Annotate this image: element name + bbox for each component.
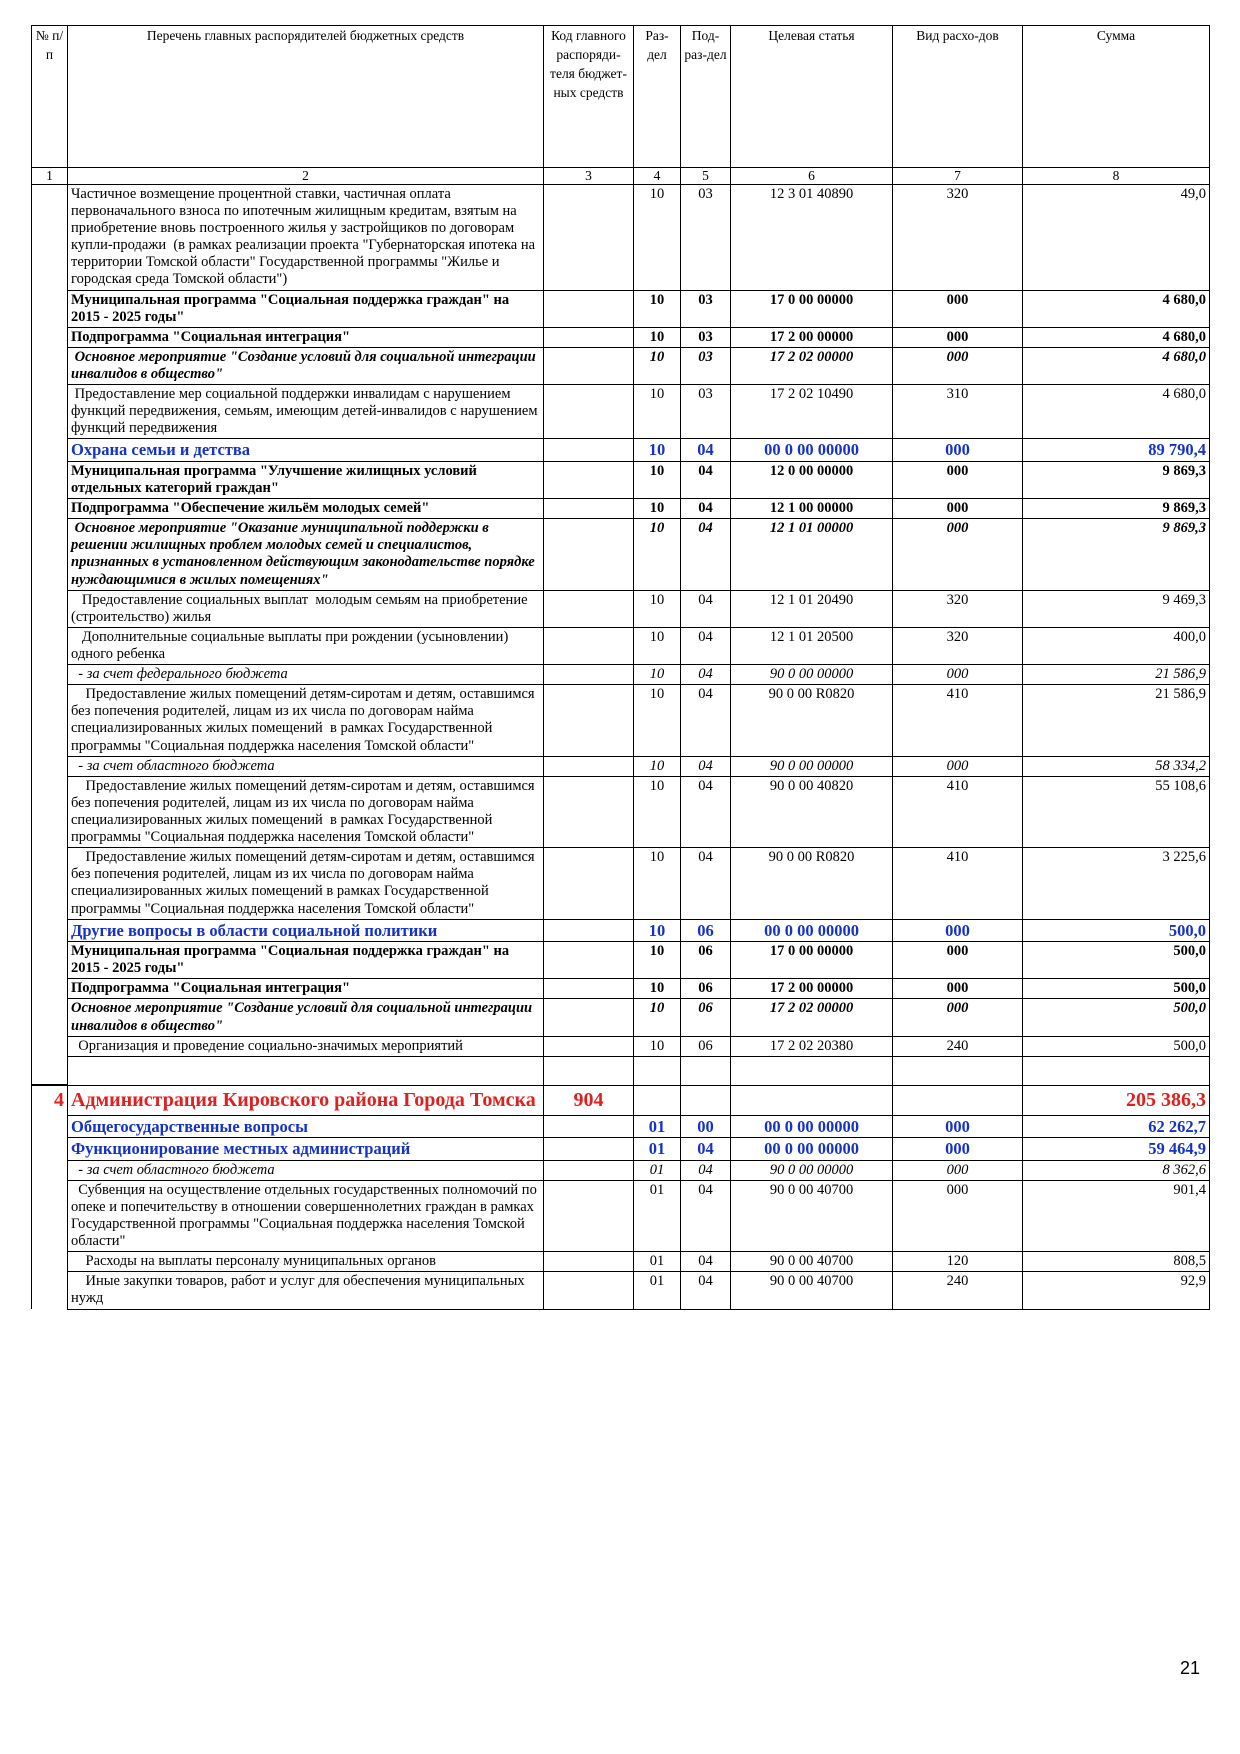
row-vid-cell: 000 — [893, 347, 1023, 384]
row-razdel-cell: 10 — [634, 776, 681, 847]
row-podrazdel-cell — [681, 1056, 731, 1085]
row-razdel-cell: 10 — [634, 685, 681, 756]
row-name-cell: Частичное возмещение процентной ставки, частичная оплата первоначального взноса по ипотечным жилищным кредитам, взятым на приобретение вновь построенного жилья у застройщиков по договорам купли-продажи (в рамках реализации проекта "Губернаторская ипотека на территории Томской области" Государственной программы "Жилье и городская среда Томской области") — [68, 184, 544, 290]
row-razdel-cell: 01 — [634, 1115, 681, 1137]
row-code-cell — [544, 1272, 634, 1309]
row-vid-cell: 000 — [893, 919, 1023, 941]
row-num-cell — [32, 327, 68, 347]
row-num-cell — [32, 848, 68, 919]
row-name-cell: Охрана семьи и детства — [68, 439, 544, 461]
row-name-cell: Подпрограмма "Обеспечение жильём молодых семей" — [68, 499, 544, 519]
row-razdel-cell: 01 — [634, 1138, 681, 1160]
row-target-cell: 12 1 01 00000 — [731, 519, 893, 590]
row-name-cell — [68, 1056, 544, 1085]
column-number: 7 — [893, 168, 1023, 185]
row-code-cell — [544, 756, 634, 776]
table-row — [32, 385, 1210, 439]
row-num-cell — [32, 1160, 68, 1180]
row-razdel-cell: 10 — [634, 347, 681, 384]
row-vid-cell: 000 — [893, 979, 1023, 999]
table-row — [32, 439, 1210, 461]
page-number: 21 — [1180, 1658, 1201, 1678]
row-sum-cell: 89 790,4 — [1023, 439, 1210, 461]
row-name-cell: Субвенция на осуществление отдельных государственных полномочий по опеке и попечительству в отношении совершеннолетних граждан в рамках Государственной программы "Социальная поддержка населения Томской области" — [68, 1180, 544, 1251]
row-code-cell — [544, 665, 634, 685]
row-podrazdel-cell: 03 — [681, 290, 731, 327]
row-target-cell: 17 0 00 00000 — [731, 290, 893, 327]
table-row — [32, 499, 1210, 519]
row-podrazdel-cell: 04 — [681, 1180, 731, 1251]
row-podrazdel-cell: 04 — [681, 461, 731, 498]
row-sum-cell: 901,4 — [1023, 1180, 1210, 1251]
row-name-cell: Основное мероприятие "Создание условий для социальной интеграции инвалидов в общество" — [68, 999, 544, 1036]
row-razdel-cell: 10 — [634, 439, 681, 461]
row-code-cell — [544, 979, 634, 999]
row-podrazdel-cell: 06 — [681, 979, 731, 999]
column-number: 5 — [681, 168, 731, 185]
row-podrazdel-cell: 06 — [681, 999, 731, 1036]
row-vid-cell — [893, 1056, 1023, 1085]
row-target-cell: 17 2 00 00000 — [731, 979, 893, 999]
header-podrazdel: Под-раз-дел — [681, 26, 731, 168]
row-razdel-cell: 10 — [634, 919, 681, 941]
row-num-cell: 4 — [32, 1085, 68, 1115]
row-razdel-cell: 10 — [634, 461, 681, 498]
row-target-cell: 17 2 02 10490 — [731, 385, 893, 439]
row-target-cell: 17 2 02 20380 — [731, 1036, 893, 1056]
row-code-cell — [544, 519, 634, 590]
row-code-cell — [544, 1138, 634, 1160]
budget-table — [31, 25, 1210, 1310]
row-name-cell: Подпрограмма "Социальная интеграция" — [68, 979, 544, 999]
row-code-cell — [544, 627, 634, 664]
row-code-cell — [544, 347, 634, 384]
row-num-cell — [32, 499, 68, 519]
table-row — [32, 184, 1210, 290]
row-vid-cell: 000 — [893, 665, 1023, 685]
row-name-cell: - за счет областного бюджета — [68, 756, 544, 776]
row-sum-cell: 21 586,9 — [1023, 665, 1210, 685]
header-code: Код главного распоряди-теля бюджет-ных средств — [544, 26, 634, 168]
column-number: 1 — [32, 168, 68, 185]
row-target-cell: 00 0 00 00000 — [731, 919, 893, 941]
row-num-cell — [32, 461, 68, 498]
row-num-cell — [32, 999, 68, 1036]
table-row — [32, 590, 1210, 627]
row-vid-cell: 000 — [893, 942, 1023, 979]
column-number: 2 — [68, 168, 544, 185]
row-code-cell: 904 — [544, 1085, 634, 1115]
row-target-cell: 12 1 01 20500 — [731, 627, 893, 664]
row-code-cell — [544, 590, 634, 627]
row-podrazdel-cell: 04 — [681, 665, 731, 685]
table-row — [32, 685, 1210, 756]
row-code-cell — [544, 385, 634, 439]
row-code-cell — [544, 776, 634, 847]
row-num-cell — [32, 1252, 68, 1272]
row-podrazdel-cell: 06 — [681, 942, 731, 979]
row-code-cell — [544, 184, 634, 290]
row-target-cell: 17 0 00 00000 — [731, 942, 893, 979]
row-sum-cell: 400,0 — [1023, 627, 1210, 664]
row-code-cell — [544, 685, 634, 756]
row-target-cell: 90 0 00 40700 — [731, 1272, 893, 1309]
table-row — [32, 1115, 1210, 1137]
row-vid-cell: 410 — [893, 848, 1023, 919]
row-num-cell — [32, 1180, 68, 1251]
row-vid-cell: 000 — [893, 519, 1023, 590]
row-name-cell: Предоставление социальных выплат молодым семьям на приобретение (строительство) жилья — [68, 590, 544, 627]
table-row — [32, 519, 1210, 590]
row-num-cell — [32, 665, 68, 685]
row-vid-cell: 240 — [893, 1036, 1023, 1056]
row-vid-cell: 310 — [893, 385, 1023, 439]
row-sum-cell: 4 680,0 — [1023, 290, 1210, 327]
row-razdel-cell: 01 — [634, 1160, 681, 1180]
row-target-cell: 17 2 02 00000 — [731, 347, 893, 384]
row-num-cell — [32, 919, 68, 941]
row-num-cell — [32, 347, 68, 384]
row-target-cell: 90 0 00 R0820 — [731, 685, 893, 756]
row-sum-cell: 500,0 — [1023, 1036, 1210, 1056]
table-row — [32, 461, 1210, 498]
table-row — [32, 1036, 1210, 1056]
row-sum-cell: 4 680,0 — [1023, 347, 1210, 384]
row-vid-cell: 120 — [893, 1252, 1023, 1272]
row-podrazdel-cell — [681, 1085, 731, 1115]
row-target-cell: 12 0 00 00000 — [731, 461, 893, 498]
row-podrazdel-cell: 04 — [681, 439, 731, 461]
row-name-cell: Подпрограмма "Социальная интеграция" — [68, 327, 544, 347]
row-num-cell — [32, 979, 68, 999]
row-num-cell — [32, 385, 68, 439]
row-code-cell — [544, 1056, 634, 1085]
row-podrazdel-cell: 04 — [681, 499, 731, 519]
table-row — [32, 999, 1210, 1036]
row-razdel-cell — [634, 1085, 681, 1115]
row-vid-cell: 000 — [893, 1138, 1023, 1160]
table-body — [32, 184, 1210, 1309]
row-vid-cell: 320 — [893, 590, 1023, 627]
row-num-cell — [32, 627, 68, 664]
table-row — [32, 1085, 1210, 1115]
row-name-cell: Функционирование местных администраций — [68, 1138, 544, 1160]
header-sum: Сумма — [1023, 26, 1210, 168]
row-podrazdel-cell: 04 — [681, 776, 731, 847]
row-sum-cell: 49,0 — [1023, 184, 1210, 290]
table-row — [32, 627, 1210, 664]
row-code-cell — [544, 942, 634, 979]
table-row — [32, 290, 1210, 327]
table-row — [32, 942, 1210, 979]
row-podrazdel-cell: 04 — [681, 848, 731, 919]
row-vid-cell — [893, 1085, 1023, 1115]
row-target-cell: 90 0 00 00000 — [731, 756, 893, 776]
header-num: № п/п — [32, 26, 68, 168]
row-num-cell — [32, 1036, 68, 1056]
row-code-cell — [544, 999, 634, 1036]
row-vid-cell: 000 — [893, 499, 1023, 519]
row-vid-cell: 410 — [893, 776, 1023, 847]
row-name-cell: Предоставление жилых помещений детям-сиротам и детям, оставшимся без попечения родителей, лицам из их числа по договорам найма специализированных жилых помещений в рамках Государственной программы "Социальная поддержка населения Томской области" — [68, 848, 544, 919]
row-razdel-cell: 10 — [634, 519, 681, 590]
row-code-cell — [544, 1036, 634, 1056]
row-sum-cell: 21 586,9 — [1023, 685, 1210, 756]
row-razdel-cell: 10 — [634, 327, 681, 347]
row-target-cell: 17 2 02 00000 — [731, 999, 893, 1036]
row-sum-cell: 62 262,7 — [1023, 1115, 1210, 1137]
row-podrazdel-cell: 04 — [681, 685, 731, 756]
row-vid-cell: 000 — [893, 1160, 1023, 1180]
row-target-cell: 90 0 00 40700 — [731, 1180, 893, 1251]
table-row — [32, 848, 1210, 919]
row-sum-cell: 205 386,3 — [1023, 1085, 1210, 1115]
row-num-cell — [32, 685, 68, 756]
header-target: Целевая статья — [731, 26, 893, 168]
header-razdel: Раз-дел — [634, 26, 681, 168]
row-name-cell: Основное мероприятие "Создание условий для социальной интеграции инвалидов в общество" — [68, 347, 544, 384]
row-name-cell: Муниципальная программа "Социальная поддержка граждан" на 2015 - 2025 годы" — [68, 290, 544, 327]
row-sum-cell: 500,0 — [1023, 919, 1210, 941]
row-podrazdel-cell: 04 — [681, 627, 731, 664]
row-sum-cell: 3 225,6 — [1023, 848, 1210, 919]
table-row — [32, 665, 1210, 685]
row-razdel-cell: 10 — [634, 1036, 681, 1056]
row-target-cell: 90 0 00 40700 — [731, 1252, 893, 1272]
row-num-cell — [32, 184, 68, 290]
row-target-cell: 00 0 00 00000 — [731, 439, 893, 461]
row-podrazdel-cell: 03 — [681, 184, 731, 290]
row-target-cell: 17 2 00 00000 — [731, 327, 893, 347]
row-vid-cell: 000 — [893, 439, 1023, 461]
row-name-cell: Предоставление жилых помещений детям-сиротам и детям, оставшимся без попечения родителей, лицам из их числа по договорам найма специализированных жилых помещений в рамках Государственной программы "Социальная поддержка населения Томской области" — [68, 685, 544, 756]
column-number: 3 — [544, 168, 634, 185]
row-sum-cell: 808,5 — [1023, 1252, 1210, 1272]
table-row — [32, 327, 1210, 347]
row-target-cell: 90 0 00 00000 — [731, 1160, 893, 1180]
row-num-cell — [32, 1272, 68, 1309]
row-podrazdel-cell: 03 — [681, 385, 731, 439]
row-target-cell: 00 0 00 00000 — [731, 1138, 893, 1160]
row-code-cell — [544, 919, 634, 941]
row-code-cell — [544, 499, 634, 519]
table-row — [32, 919, 1210, 941]
row-code-cell — [544, 848, 634, 919]
header-vid: Вид расхо-дов — [893, 26, 1023, 168]
row-razdel-cell: 10 — [634, 385, 681, 439]
row-name-cell: Иные закупки товаров, работ и услуг для обеспечения муниципальных нужд — [68, 1272, 544, 1309]
row-num-cell — [32, 776, 68, 847]
row-code-cell — [544, 290, 634, 327]
table-header — [32, 26, 1210, 185]
row-podrazdel-cell: 06 — [681, 1036, 731, 1056]
row-razdel-cell: 10 — [634, 848, 681, 919]
row-razdel-cell: 10 — [634, 756, 681, 776]
row-num-cell — [32, 1138, 68, 1160]
row-name-cell: Общегосударственные вопросы — [68, 1115, 544, 1137]
row-sum-cell: 500,0 — [1023, 999, 1210, 1036]
row-sum-cell: 4 680,0 — [1023, 327, 1210, 347]
table-row — [32, 1272, 1210, 1309]
row-target-cell: 12 1 01 20490 — [731, 590, 893, 627]
row-code-cell — [544, 1180, 634, 1251]
row-podrazdel-cell: 04 — [681, 1138, 731, 1160]
row-num-cell — [32, 1115, 68, 1137]
row-num-cell — [32, 290, 68, 327]
header-name: Перечень главных распорядителей бюджетных средств — [68, 26, 544, 168]
table-row — [32, 1138, 1210, 1160]
row-name-cell: Муниципальная программа "Улучшение жилищных условий отдельных категорий граждан" — [68, 461, 544, 498]
row-vid-cell: 000 — [893, 290, 1023, 327]
row-razdel-cell: 10 — [634, 184, 681, 290]
row-num-cell — [32, 439, 68, 461]
row-vid-cell: 000 — [893, 461, 1023, 498]
row-num-cell — [32, 942, 68, 979]
row-sum-cell: 9 869,3 — [1023, 461, 1210, 498]
row-razdel-cell: 10 — [634, 499, 681, 519]
table-row — [32, 1180, 1210, 1251]
row-podrazdel-cell: 03 — [681, 347, 731, 384]
row-vid-cell: 000 — [893, 327, 1023, 347]
row-num-cell — [32, 756, 68, 776]
table-row — [32, 776, 1210, 847]
row-name-cell: Муниципальная программа "Социальная поддержка граждан" на 2015 - 2025 годы" — [68, 942, 544, 979]
row-name-cell: - за счет областного бюджета — [68, 1160, 544, 1180]
table-row — [32, 1056, 1210, 1085]
row-target-cell: 90 0 00 00000 — [731, 665, 893, 685]
column-numbers-row — [32, 168, 1210, 185]
row-vid-cell: 000 — [893, 1180, 1023, 1251]
row-name-cell: Организация и проведение социально-значимых мероприятий — [68, 1036, 544, 1056]
row-code-cell — [544, 1115, 634, 1137]
row-razdel-cell: 10 — [634, 979, 681, 999]
row-name-cell: Другие вопросы в области социальной политики — [68, 919, 544, 941]
row-razdel-cell: 10 — [634, 665, 681, 685]
row-code-cell — [544, 1252, 634, 1272]
row-podrazdel-cell: 04 — [681, 1252, 731, 1272]
row-podrazdel-cell: 04 — [681, 1272, 731, 1309]
row-podrazdel-cell: 04 — [681, 590, 731, 627]
row-podrazdel-cell: 04 — [681, 756, 731, 776]
row-target-cell: 12 1 00 00000 — [731, 499, 893, 519]
row-sum-cell: 4 680,0 — [1023, 385, 1210, 439]
row-vid-cell: 240 — [893, 1272, 1023, 1309]
row-name-cell: Основное мероприятие "Оказание муниципальной поддержки в решении жилищных проблем молодых семей и специалистов, признанных в установленном действующим законодательстве порядке нуждающимися в жилых помещениях" — [68, 519, 544, 590]
row-target-cell: 00 0 00 00000 — [731, 1115, 893, 1137]
row-sum-cell: 9 869,3 — [1023, 499, 1210, 519]
row-vid-cell: 320 — [893, 627, 1023, 664]
row-vid-cell: 000 — [893, 756, 1023, 776]
row-sum-cell: 500,0 — [1023, 979, 1210, 999]
row-vid-cell: 000 — [893, 999, 1023, 1036]
table-row — [32, 347, 1210, 384]
row-num-cell — [32, 590, 68, 627]
column-number: 8 — [1023, 168, 1210, 185]
row-num-cell — [32, 519, 68, 590]
row-name-cell: - за счет федерального бюджета — [68, 665, 544, 685]
table-row — [32, 756, 1210, 776]
row-podrazdel-cell: 04 — [681, 519, 731, 590]
row-razdel-cell: 10 — [634, 942, 681, 979]
column-number: 6 — [731, 168, 893, 185]
row-razdel-cell: 10 — [634, 290, 681, 327]
row-sum-cell: 59 464,9 — [1023, 1138, 1210, 1160]
row-sum-cell: 500,0 — [1023, 942, 1210, 979]
row-razdel-cell: 01 — [634, 1180, 681, 1251]
row-code-cell — [544, 327, 634, 347]
row-sum-cell: 92,9 — [1023, 1272, 1210, 1309]
row-vid-cell: 320 — [893, 184, 1023, 290]
row-razdel-cell — [634, 1056, 681, 1085]
row-num-cell — [32, 1056, 68, 1085]
row-podrazdel-cell: 04 — [681, 1160, 731, 1180]
row-podrazdel-cell: 06 — [681, 919, 731, 941]
row-target-cell: 90 0 00 R0820 — [731, 848, 893, 919]
row-name-cell: Администрация Кировского района Города Томска — [68, 1085, 544, 1115]
row-podrazdel-cell: 03 — [681, 327, 731, 347]
row-razdel-cell: 01 — [634, 1272, 681, 1309]
row-target-cell — [731, 1085, 893, 1115]
table-row — [32, 1252, 1210, 1272]
row-razdel-cell: 10 — [634, 999, 681, 1036]
table-row — [32, 1160, 1210, 1180]
row-sum-cell: 58 334,2 — [1023, 756, 1210, 776]
row-target-cell: 12 3 01 40890 — [731, 184, 893, 290]
row-razdel-cell: 10 — [634, 627, 681, 664]
row-target-cell — [731, 1056, 893, 1085]
row-target-cell: 90 0 00 40820 — [731, 776, 893, 847]
row-sum-cell — [1023, 1056, 1210, 1085]
row-name-cell: Предоставление жилых помещений детям-сиротам и детям, оставшимся без попечения родителей, лицам из их числа по договорам найма специализированных жилых помещений в рамках Государственной программы "Социальная поддержка населения Томской области" — [68, 776, 544, 847]
row-sum-cell: 9 869,3 — [1023, 519, 1210, 590]
row-vid-cell: 000 — [893, 1115, 1023, 1137]
row-name-cell: Предоставление мер социальной поддержки инвалидам с нарушением функций передвижения, семьям, имеющим детей-инвалидов с нарушением функций передвижения — [68, 385, 544, 439]
row-code-cell — [544, 461, 634, 498]
row-name-cell: Расходы на выплаты персоналу муниципальных органов — [68, 1252, 544, 1272]
row-podrazdel-cell: 00 — [681, 1115, 731, 1137]
row-razdel-cell: 01 — [634, 1252, 681, 1272]
column-number: 4 — [634, 168, 681, 185]
row-razdel-cell: 10 — [634, 590, 681, 627]
row-sum-cell: 9 469,3 — [1023, 590, 1210, 627]
row-code-cell — [544, 1160, 634, 1180]
row-code-cell — [544, 439, 634, 461]
row-sum-cell: 55 108,6 — [1023, 776, 1210, 847]
table-row — [32, 979, 1210, 999]
row-sum-cell: 8 362,6 — [1023, 1160, 1210, 1180]
row-name-cell: Дополнительные социальные выплаты при рождении (усыновлении) одного ребенка — [68, 627, 544, 664]
row-vid-cell: 410 — [893, 685, 1023, 756]
